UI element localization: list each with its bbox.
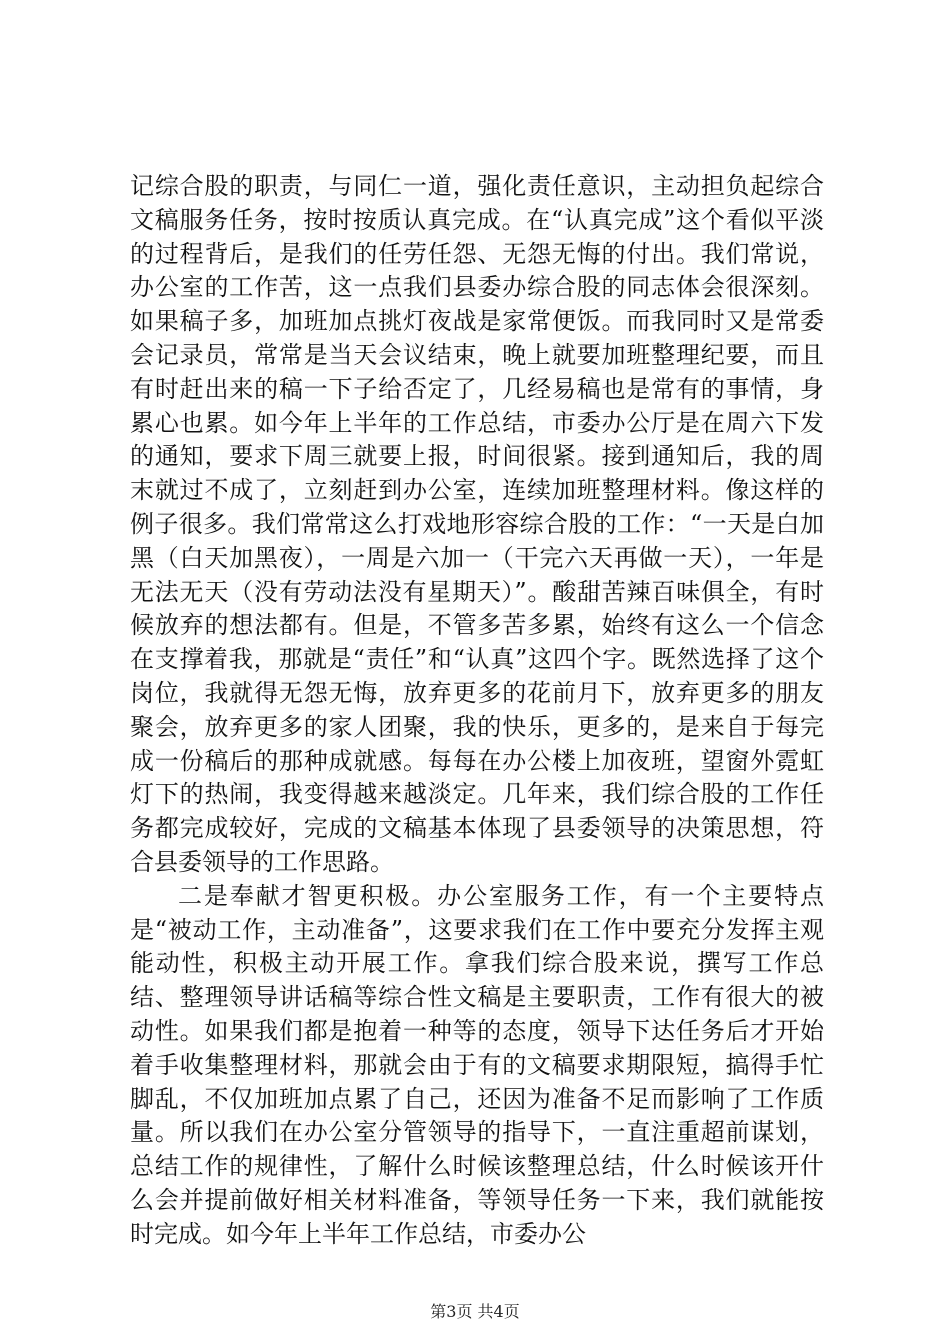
paragraph-2: 二是奉献才智更积极。办公室服务工作，有一个主要特点是“被动工作，主动准备”，这要求我们在工作中要充分发挥主观能动性，积极主动开展工作。拿我们综合股来说，撰写工作总结、整理领导讲话稿等综合性文稿是主要职责，工作有很大的被动性。如果我们都是抱着一种等的态度，领导下达任务后才开始着手收集整理材料，那就会由于有的文稿要求期限短，搞得手忙脚乱，不仅加班加点累了自己，还因为准备不足而影响了工作质量。所以我们在办公室分管领导的指导下，一直注重超前谋划，总结工作的规律性，了解什么时候该整理总结，什么时候该开什么会并提前做好相关材料准备，等领导任务一下来，我们就能按时完成。如今年上半年工作总结，市委办公 [130, 881, 824, 1248]
document-body [130, 170, 824, 1252]
page-number-footer: 第3页 共4页 [430, 1302, 520, 1321]
paragraph-1: 记综合股的职责，与同仁一道，强化责任意识，主动担负起综合文稿服务任务，按时按质认真完成。在“认真完成”这个看似平淡的过程背后，是我们的任劳任怨、无怨无悔的付出。我们常说，办公室的工作苦，这一点我们县委办综合股的同志体会很深刻。如果稿子多，加班加点挑灯夜战是家常便饭。而我同时又是常委会记录员，常常是当天会议结束，晚上就要加班整理纪要，而且有时赶出来的稿一下子给否定了，几经易稿也是常有的事情，身累心也累。如今年上半年的工作总结，市委办公厅是在周六下发的通知，要求下周三就要上报，时间很紧。接到通知后，我的周末就过不成了，立刻赶到办公室，连续加班整理材料。像这样的例子很多。我们常常这么打戏地形容综合股的工作：“一天是白加黑（白天加黑夜），一周是六加一（干完六天再做一天），一年是无法无天（没有劳动法没有星期天）”。酸甜苦辣百味俱全，有时候放弃的想法都有。但是，不管多苦多累，始终有这么一个信念在支撑着我，那就是“责任”和“认真”这四个字。既然选择了这个岗位，我就得无怨无悔，放弃更多的花前月下，放弃更多的朋友聚会，放弃更多的家人团聚，我的快乐，更多的，是来自于每完成一份稿后的那种成就感。每每在办公楼上加夜班，望窗外霓虹灯下的热闹，我变得越来越淡定。几年来，我们综合股的工作任务都完成较好，完成的文稿基本体现了县委领导的决策思想，符合县委领导的工作思路。 [130, 172, 824, 876]
